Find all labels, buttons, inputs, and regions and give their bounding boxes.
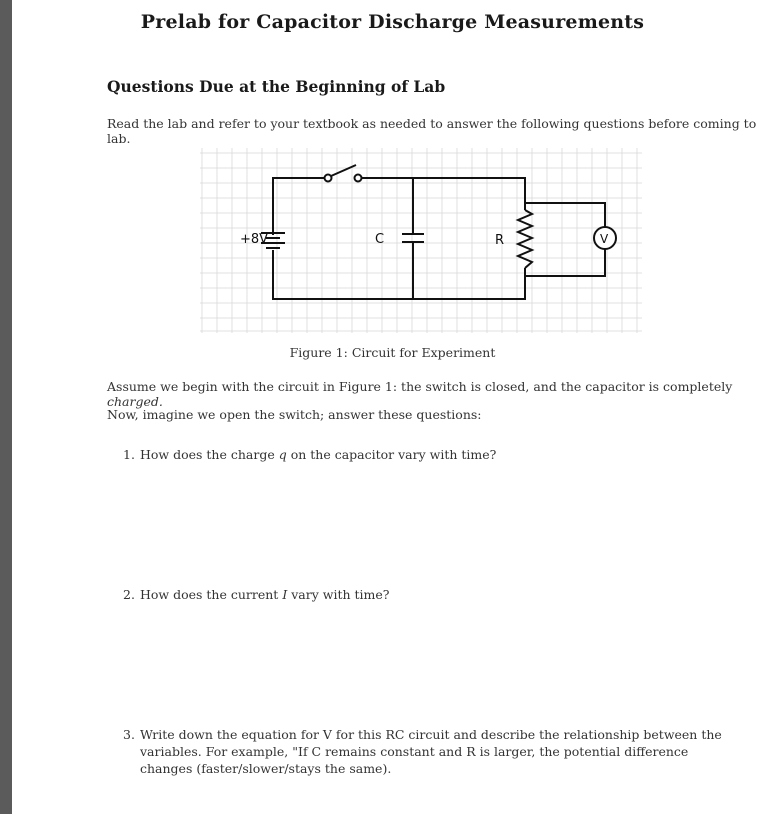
section-heading: Questions Due at the Beginning of Lab [107,77,446,96]
figure-caption: Figure 1: Circuit for Experiment [289,345,496,360]
voltmeter-wire [525,203,605,276]
imagine-paragraph: Now, imagine we open the switch; answer these questions: [107,407,482,422]
question-number: 3. [123,727,135,742]
voltmeter-label: V [600,232,609,246]
assume-paragraph [107,379,757,409]
battery-label: +8V [240,232,269,247]
intro-paragraph: Read the lab and refer to your textbook as needed to answer the following questions before coming to lab. [107,116,757,146]
wire-left-bottom [273,250,413,299]
question-text: How does the current I vary with time? [140,587,390,602]
question-number: 1. [123,447,135,462]
question-text: Write down the equation for V for this RC circuit and describe the relationship between the variables. For example, "If C remains constant and R is larger, the potential difference changes (faster/slower/stays the same). [140,727,722,776]
page-title: Prelab for Capacitor Discharge Measurements [140,11,645,33]
circuit-diagram [200,148,642,333]
assume-text: Assume we begin with the circuit in Figure 1: the switch is closed, and the capacitor is completely [107,379,733,394]
switch-symbol [325,165,362,182]
capacitor-label: C [375,232,385,247]
viewer-left-edge [0,0,12,814]
resistor-label: R [495,233,505,248]
document-page [12,0,773,814]
assume-emphasis: charged. [107,394,163,409]
capacitor-symbol [402,178,424,299]
circuit-figure [200,148,642,333]
resistor-symbol [518,210,532,268]
question-text: How does the charge q on the capacitor vary with time? [140,447,497,462]
question-number: 2. [123,587,135,602]
wire-left [273,178,325,235]
